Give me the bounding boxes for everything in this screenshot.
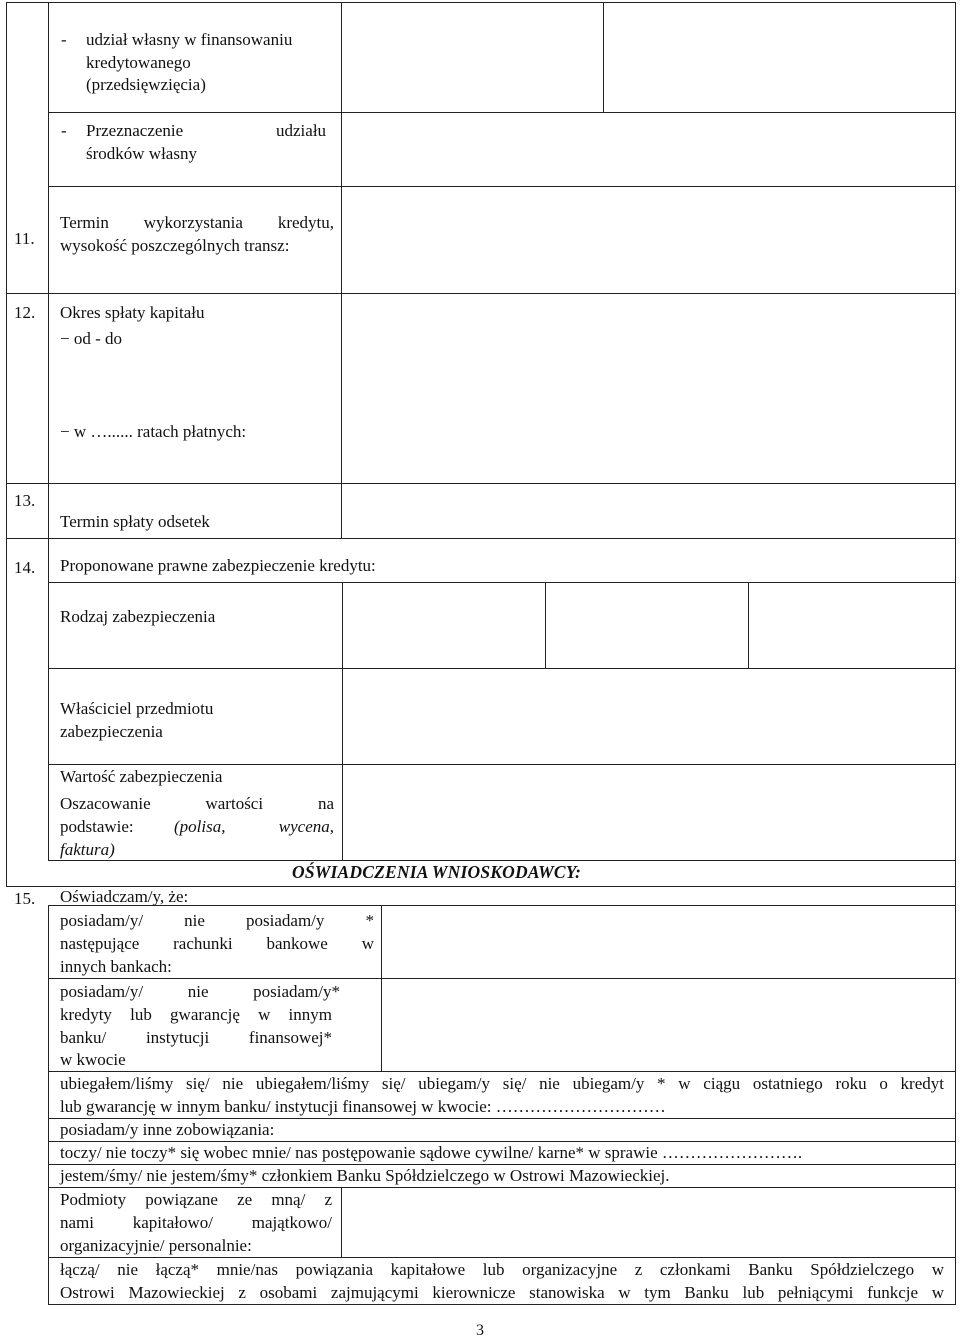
row-14-number: 14.: [14, 558, 36, 577]
declarations-heading: OŚWIADCZENIA WNIOSKODAWCY:: [292, 862, 582, 882]
accounts-line-1: posiadam/y/ nie posiadam/y *: [60, 911, 374, 930]
grid-label-column-line: [341, 2, 342, 538]
grid-row-line: [6, 293, 956, 294]
related-line-1: Podmioty powiązane ze mną/ z: [60, 1190, 332, 1209]
credits-line-1: posiadam/y/ nie posiadam/y*: [60, 982, 340, 1001]
grid-row-line: [48, 112, 956, 113]
grid-subtable-line: [748, 582, 749, 668]
credits-line-2: kredyty lub gwarancję w innym: [60, 1005, 332, 1024]
page-number: 3: [476, 1322, 484, 1339]
grid-row-line: [48, 978, 956, 979]
row-14-value: Wartość zabezpieczenia: [60, 767, 223, 786]
grid-subtable-line: [48, 582, 49, 860]
row-14-label: Proponowane prawne zabezpieczenie kredytu:: [60, 556, 376, 575]
row-12-number: 12.: [14, 303, 36, 322]
grid-subtable-line: [342, 668, 343, 764]
own-share-line-3: (przedsięwzięcia): [86, 75, 206, 94]
grid-row-line: [48, 186, 956, 187]
own-share-line-1: udział własny w finansowaniu: [86, 30, 293, 49]
row-14-valuation-2a: podstawie:: [60, 817, 134, 836]
row-11-number: 11.: [14, 229, 35, 248]
grid-bottom-border: [48, 1304, 956, 1305]
row-14-valuation-3: faktura): [60, 840, 115, 859]
row-14-owner-2: zabezpieczenia: [60, 722, 163, 741]
grid-top-border: [6, 2, 956, 3]
proceedings-line: toczy/ nie toczy* się wobec mnie/ nas postępowanie sądowe cywilne/ karne* w sprawie …………………….: [60, 1143, 803, 1162]
credits-line-4: w kwocie: [60, 1050, 126, 1069]
related-line-3: organizacyjnie/ personalnie:: [60, 1236, 252, 1255]
row-11-line-2: wysokość poszczególnych transz:: [60, 236, 290, 255]
applied-line-1: ubiegałem/liśmy się/ nie ubiegałem/liśmy się/ ubiegam/y się/ nie ubiegam/y * w ciągu ostatniego roku o kredyt: [60, 1074, 944, 1093]
grid-row-line: [6, 483, 956, 484]
member-line: jestem/śmy/ nie jestem/śmy* członkiem Banku Spółdzielczego w Ostrowi Mazowieckiej.: [60, 1166, 670, 1185]
row-12-line-1: Okres spłaty kapitału: [60, 303, 205, 322]
own-share-dash: -: [61, 30, 67, 49]
accounts-line-2: następujące rachunki bankowe w: [60, 934, 374, 953]
grid-left-border: [6, 2, 7, 886]
row-11-line-1: Termin wykorzystania kredytu,: [60, 213, 334, 232]
purpose-line-1b: udziału: [276, 121, 327, 140]
related-line-2: nami kapitałowo/ majątkowo/: [60, 1213, 332, 1232]
grid-row-line: [48, 582, 956, 583]
grid-declarations-label-line: [341, 1187, 342, 1257]
grid-number-column-line: [48, 2, 49, 582]
grid-right-border: [955, 2, 956, 1304]
grid-subtable-line: [545, 582, 546, 668]
row-13-number: 13.: [14, 491, 36, 510]
row-15-intro: Oświadczam/y, że:: [60, 887, 189, 906]
row-14-valuation-2b: (polisa, wycena,: [174, 817, 334, 836]
obligations-line: posiadam/y inne zobowiązania:: [60, 1120, 275, 1139]
row-14-valuation-1: Oszacowanie wartości na: [60, 794, 334, 813]
row-15-number: 15.: [14, 889, 36, 908]
purpose-line-2: środków własny: [86, 144, 197, 163]
grid-declarations-left-line: [48, 905, 49, 1305]
accounts-line-3: innych bankach:: [60, 957, 172, 976]
links-line-1: łączą/ nie łączą* mnie/nas powiązania kapitałowe lub organizacyjne z członkami Banku Spółdzielczego w: [60, 1260, 944, 1279]
purpose-line-1a: Przeznaczenie: [86, 121, 184, 140]
row-12-line-3: − w …...... ratach płatnych:: [60, 422, 247, 441]
grid-subtable-line: [342, 764, 343, 860]
grid-row-line: [6, 538, 956, 539]
grid-declarations-label-line: [381, 905, 382, 1071]
applied-line-2: lub gwarancję w innym banku/ instytucji finansowej w kwocie: …………………………: [60, 1097, 666, 1116]
own-share-line-2: kredytowanego: [86, 53, 191, 72]
row-14-owner-1: Właściciel przedmiotu: [60, 699, 214, 718]
grid-top-right-line: [603, 2, 604, 112]
row-14-type: Rodzaj zabezpieczenia: [60, 607, 216, 626]
links-line-2: Ostrowi Mazowieckiej z osobami zajmującymi kierownicze stanowiska w tym Banku lub pełniącymi funkcje w: [60, 1283, 944, 1302]
grid-subtable-line: [342, 582, 343, 668]
row-12-line-2: − od - do: [60, 329, 122, 348]
row-13-label: Termin spłaty odsetek: [60, 512, 210, 531]
grid-row-line: [48, 668, 956, 669]
credits-line-3: banku/ instytucji finansowej*: [60, 1028, 332, 1047]
purpose-dash: -: [61, 121, 67, 140]
grid-row-line: [48, 860, 956, 861]
